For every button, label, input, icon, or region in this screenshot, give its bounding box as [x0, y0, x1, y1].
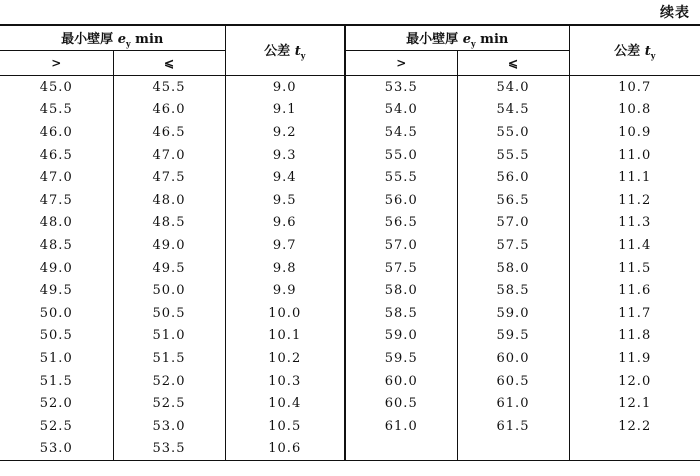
cell-tolerance-right: 12.0 — [569, 370, 700, 393]
table-row — [0, 392, 700, 415]
cell-le-left: 48.0 — [113, 189, 225, 212]
cell-le-right: 59.0 — [457, 302, 569, 325]
cell-gt-left: 50.0 — [39, 305, 73, 321]
cell-le-right: 54.5 — [457, 99, 569, 122]
cell-gt-left: 45.5 — [39, 102, 73, 118]
min-wall-var: e — [462, 31, 471, 47]
table-row — [0, 144, 700, 167]
table-caption: 续表 — [660, 5, 690, 21]
table-row — [0, 257, 700, 280]
table-row — [0, 99, 700, 122]
cell-le-left: 53.0 — [113, 415, 225, 438]
cell-tolerance-left: 9.3 — [225, 144, 345, 167]
cell-le-right — [457, 438, 569, 461]
cell-le-left: 51.0 — [113, 325, 225, 348]
min-wall-suffix: min — [475, 31, 509, 47]
cell-tolerance-left: 9.8 — [225, 257, 345, 280]
cell-tolerance-right: 10.9 — [569, 121, 700, 144]
cell-le-left: 50.5 — [113, 302, 225, 325]
cell-le-right: 60.5 — [457, 370, 569, 393]
cell-gt-right: 57.5 — [345, 257, 457, 280]
cell-tolerance-left: 9.7 — [225, 234, 345, 257]
cell-gt-right: 58.5 — [345, 302, 457, 325]
min-wall-header-left — [0, 25, 225, 51]
table-row — [0, 234, 700, 257]
gt-header: > — [0, 51, 113, 76]
tolerance-table — [0, 24, 700, 461]
cell-tolerance-right: 11.1 — [569, 166, 700, 189]
table-row — [0, 370, 700, 393]
cell-tolerance-left: 10.6 — [225, 438, 345, 461]
cell-le-left: 52.0 — [113, 370, 225, 393]
cell-le-right: 59.5 — [457, 325, 569, 348]
cell-tolerance-left: 9.1 — [225, 99, 345, 122]
table-row — [0, 438, 700, 461]
table-row — [0, 415, 700, 438]
cell-gt-left: 47.5 — [39, 192, 73, 208]
cell-tolerance-left: 9.0 — [225, 76, 345, 99]
cell-le-right: 58.0 — [457, 257, 569, 280]
cell-gt-left: 47.0 — [39, 170, 73, 186]
cell-gt-right: 55.0 — [345, 144, 457, 167]
cell-le-right: 56.5 — [457, 189, 569, 212]
cell-tolerance-left: 9.4 — [225, 166, 345, 189]
table-row — [0, 76, 700, 99]
cell-gt-left: 52.5 — [39, 418, 73, 434]
table-row — [0, 189, 700, 212]
table-row — [0, 166, 700, 189]
cell-gt-right — [345, 438, 457, 461]
cell-gt-left: 51.0 — [39, 350, 73, 366]
cell-gt-left: 49.5 — [39, 283, 73, 299]
cell-tolerance-left: 10.4 — [225, 392, 345, 415]
cell-tolerance-right: 11.3 — [569, 212, 700, 235]
cell-le-right: 55.0 — [457, 121, 569, 144]
cell-tolerance-right: 11.4 — [569, 234, 700, 257]
min-wall-var: e — [117, 31, 126, 47]
table-row — [0, 121, 700, 144]
cell-le-left: 53.5 — [113, 438, 225, 461]
table-row — [0, 212, 700, 235]
cell-gt-left: 48.5 — [39, 237, 73, 253]
cell-le-right: 58.5 — [457, 279, 569, 302]
cell-tolerance-left: 9.5 — [225, 189, 345, 212]
cell-gt-right: 56.5 — [345, 212, 457, 235]
tolerance-var: t — [644, 44, 651, 60]
cell-gt-left: 48.0 — [39, 215, 73, 231]
cell-le-left: 52.5 — [113, 392, 225, 415]
tolerance-label: 公差 — [614, 44, 641, 60]
cell-le-right: 61.5 — [457, 415, 569, 438]
tolerance-sub: y — [650, 50, 656, 61]
cell-gt-left: 49.0 — [39, 260, 73, 276]
cell-tolerance-left: 10.5 — [225, 415, 345, 438]
cell-le-left: 50.0 — [113, 279, 225, 302]
le-header: ⩽ — [457, 51, 569, 76]
cell-tolerance-right: 12.1 — [569, 392, 700, 415]
cell-tolerance-right: 12.2 — [569, 415, 700, 438]
cell-tolerance-left: 10.1 — [225, 325, 345, 348]
cell-tolerance-left: 9.9 — [225, 279, 345, 302]
min-wall-sub: y — [471, 38, 476, 49]
cell-gt-right: 59.0 — [345, 325, 457, 348]
cell-tolerance-right: 11.2 — [569, 189, 700, 212]
cell-gt-left: 50.5 — [39, 328, 73, 344]
cell-tolerance-right: 11.9 — [569, 347, 700, 370]
table-row — [0, 325, 700, 348]
cell-le-left: 47.5 — [113, 166, 225, 189]
cell-gt-right: 54.5 — [345, 121, 457, 144]
cell-gt-right: 60.0 — [345, 370, 457, 393]
tolerance-var: t — [294, 44, 301, 60]
cell-le-right: 57.5 — [457, 234, 569, 257]
cell-gt-left: 52.0 — [39, 396, 73, 412]
table-body — [0, 76, 700, 461]
min-wall-label: 最小壁厚 — [406, 31, 459, 47]
tolerance-sub: y — [300, 50, 306, 61]
min-wall-label: 最小壁厚 — [61, 31, 114, 47]
cell-le-left: 49.5 — [113, 257, 225, 280]
cell-le-right: 57.0 — [457, 212, 569, 235]
cell-le-right: 61.0 — [457, 392, 569, 415]
table-row — [0, 302, 700, 325]
cell-tolerance-left: 10.3 — [225, 370, 345, 393]
tolerance-header-right — [569, 25, 700, 76]
cell-le-left: 45.5 — [113, 76, 225, 99]
cell-gt-right: 59.5 — [345, 347, 457, 370]
cell-tolerance-left: 10.0 — [225, 302, 345, 325]
cell-gt-right: 60.5 — [345, 392, 457, 415]
table-row — [0, 347, 700, 370]
le-header: ⩽ — [113, 51, 225, 76]
cell-gt-right: 55.5 — [345, 166, 457, 189]
cell-tolerance-right: 11.6 — [569, 279, 700, 302]
cell-tolerance-right: 11.8 — [569, 325, 700, 348]
cell-le-right: 54.0 — [457, 76, 569, 99]
min-wall-sub: y — [126, 38, 131, 49]
cell-tolerance-right: 10.8 — [569, 99, 700, 122]
cell-gt-right: 54.0 — [345, 99, 457, 122]
table-row — [0, 279, 700, 302]
tolerance-header-left — [225, 25, 345, 76]
gt-header: > — [345, 51, 457, 76]
cell-gt-left: 46.0 — [39, 124, 73, 140]
cell-gt-left: 51.5 — [39, 373, 73, 389]
cell-tolerance-right — [569, 438, 700, 461]
cell-le-left: 51.5 — [113, 347, 225, 370]
min-wall-header-right — [345, 25, 569, 51]
min-wall-suffix: min — [130, 31, 164, 47]
cell-le-left: 48.5 — [113, 212, 225, 235]
tolerance-label: 公差 — [264, 44, 291, 60]
cell-gt-right: 53.5 — [345, 76, 457, 99]
cell-tolerance-right: 11.0 — [569, 144, 700, 167]
cell-le-right: 55.5 — [457, 144, 569, 167]
cell-gt-right: 57.0 — [345, 234, 457, 257]
cell-gt-left: 53.0 — [0, 438, 113, 461]
cell-gt-left: 45.0 — [39, 79, 73, 95]
cell-le-left: 46.5 — [113, 121, 225, 144]
cell-gt-right: 56.0 — [345, 189, 457, 212]
cell-le-right: 56.0 — [457, 166, 569, 189]
cell-le-left: 46.0 — [113, 99, 225, 122]
cell-tolerance-left: 10.2 — [225, 347, 345, 370]
cell-tolerance-right: 10.7 — [569, 76, 700, 99]
cell-le-right: 60.0 — [457, 347, 569, 370]
cell-tolerance-left: 9.2 — [225, 121, 345, 144]
cell-le-left: 49.0 — [113, 234, 225, 257]
cell-tolerance-right: 11.5 — [569, 257, 700, 280]
cell-tolerance-right: 11.7 — [569, 302, 700, 325]
cell-tolerance-left: 9.6 — [225, 212, 345, 235]
cell-le-left: 47.0 — [113, 144, 225, 167]
cell-gt-right: 61.0 — [345, 415, 457, 438]
cell-gt-left: 46.5 — [39, 147, 73, 163]
cell-gt-right: 58.0 — [345, 279, 457, 302]
